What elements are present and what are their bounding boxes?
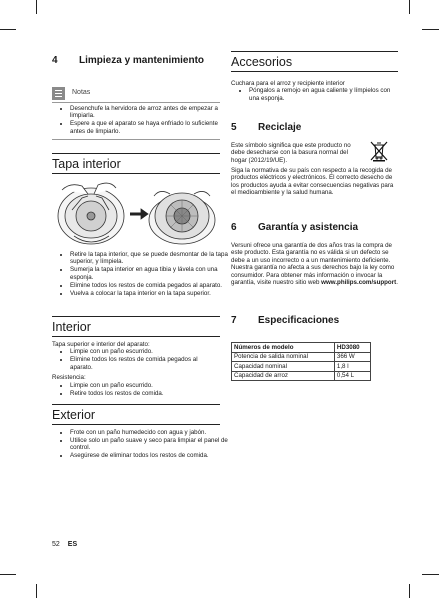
section-5-heading (231, 122, 301, 133)
list-item: • Limpie con un paño escurrido. (70, 348, 220, 355)
notes-box (52, 86, 220, 140)
table-row (232, 362, 371, 372)
table-cell: Potencia de salida nominal (232, 352, 335, 362)
crossed-bin-icon (370, 140, 388, 162)
language-code: ES (67, 541, 78, 548)
accesorios-list (231, 87, 398, 102)
crop-mark (36, 0, 37, 14)
section-number: 7 (231, 315, 237, 326)
crop-mark (422, 29, 439, 30)
list-item: • Retire la tapa interior, que se puede desmontar de la tapa superior, y límpiela. (70, 251, 238, 266)
list-item: • Desenchufe la hervidora de arroz antes de empezar a limpiarla. (70, 105, 220, 120)
section-6-heading (231, 222, 358, 233)
list-item: • Utilice solo un paño suave y seco para limpiar el panel de control. (70, 437, 238, 452)
page-number: 52 (52, 541, 60, 548)
table-cell: 366 W (334, 352, 370, 362)
table-cell: 0,54 L (334, 371, 370, 381)
table-cell: HD3080 (334, 343, 370, 353)
accesorios-intro: Cuchara para el arroz y recipiente interior (231, 80, 345, 87)
list-item: • Sumerja la tapa interior en agua tibia y lávela con una esponja. (70, 266, 238, 281)
specifications-table (231, 342, 371, 381)
exterior-list (52, 429, 238, 460)
crop-mark (36, 584, 37, 598)
notes-list (52, 103, 220, 139)
section-4-heading (52, 55, 204, 66)
interior-list-2 (52, 382, 220, 397)
crop-mark (0, 29, 16, 30)
table-cell: Capacidad de arroz (232, 371, 335, 381)
crop-mark (409, 0, 410, 14)
lid-removal-illustration (54, 176, 218, 248)
interior-heading: Interior (52, 316, 220, 337)
accesorios-heading: Accesorios (231, 51, 398, 72)
list-item: • Elimine todos los restos de comida pegados al aparato. (70, 282, 238, 289)
tapa-interior-heading: Tapa interior (52, 153, 220, 174)
list-item: • Frote con un paño humedecido con agua y jabón. (70, 429, 238, 436)
list-item: • Póngalos a remojo en agua caliente y límpielos con una esponja. (249, 87, 398, 102)
section-number: 5 (231, 122, 237, 133)
list-item: • Espere a que el aparato se haya enfriado lo suficiente antes de limpiarlo. (70, 120, 220, 135)
garantia-text (231, 242, 398, 286)
interior-intro-1: Tapa superior e interior del aparato: (52, 341, 150, 348)
list-item: • Limpie con un paño escurrido. (70, 382, 220, 389)
accesorios-body (231, 80, 398, 103)
reciclaje-p2: Siga la normativa de su país con respecto a la recogida de productos eléctricos y electrónicos. El correcto desecho de los productos ayuda a evitar consecuencias negativas para el medioambiente y la salud humana. (231, 167, 394, 197)
notes-title: Notas (72, 89, 91, 96)
section-number: 4 (52, 55, 58, 66)
page-footer (52, 541, 77, 548)
interior-list-1 (52, 348, 220, 371)
support-link[interactable]: www.philips.com/support (321, 279, 397, 287)
section-title: Garantía y asistencia (258, 222, 359, 233)
period: . (396, 279, 398, 287)
section-number: 6 (231, 222, 237, 233)
reciclaje-p1: Este símbolo significa que este producto no debe desecharse con la basura normal del hogar (2012/19/UE). (231, 142, 351, 164)
crop-mark (422, 574, 439, 575)
table-cell: 1,8 l (334, 362, 370, 372)
table-cell: Números de modelo (232, 343, 335, 353)
table-row (232, 352, 371, 362)
interior-body (52, 341, 220, 398)
list-item: • Asegúrese de eliminar todos los restos de comida. (70, 452, 238, 459)
section-title: Limpieza y mantenimiento (79, 55, 205, 66)
list-item: • Vuelva a colocar la tapa interior en la tapa superior. (70, 290, 238, 297)
list-item: • Retire todos los restos de comida. (70, 390, 220, 397)
section-7-heading (231, 315, 339, 326)
list-item: • Elimine todos los restos de comida pegados al aparato. (70, 356, 220, 371)
garantia-body: Versuni ofrece una garantía de dos años tras la compra de este producto. Esta garantía no es válida si un defecto se debe a un uso incorrecto o a un mantenimiento deficiente. Nuestra garantía no afecta a sus derechos bajo la ley como consumidor. Para obtener más información o invocar la garantía, visite nuestro sitio web (231, 242, 395, 287)
exterior-heading: Exterior (52, 404, 220, 425)
interior-intro-2: Resistencia: (52, 374, 86, 382)
crop-mark (409, 584, 410, 598)
crop-mark (0, 574, 16, 575)
table-row (232, 343, 371, 353)
table-row (232, 371, 371, 381)
section-title: Reciclaje (258, 122, 302, 133)
notes-icon (52, 87, 65, 100)
notes-header (52, 86, 220, 103)
section-title: Especificaciones (258, 315, 340, 326)
table-cell: Capacidad nominal (232, 362, 335, 372)
tapa-interior-list (52, 251, 238, 298)
